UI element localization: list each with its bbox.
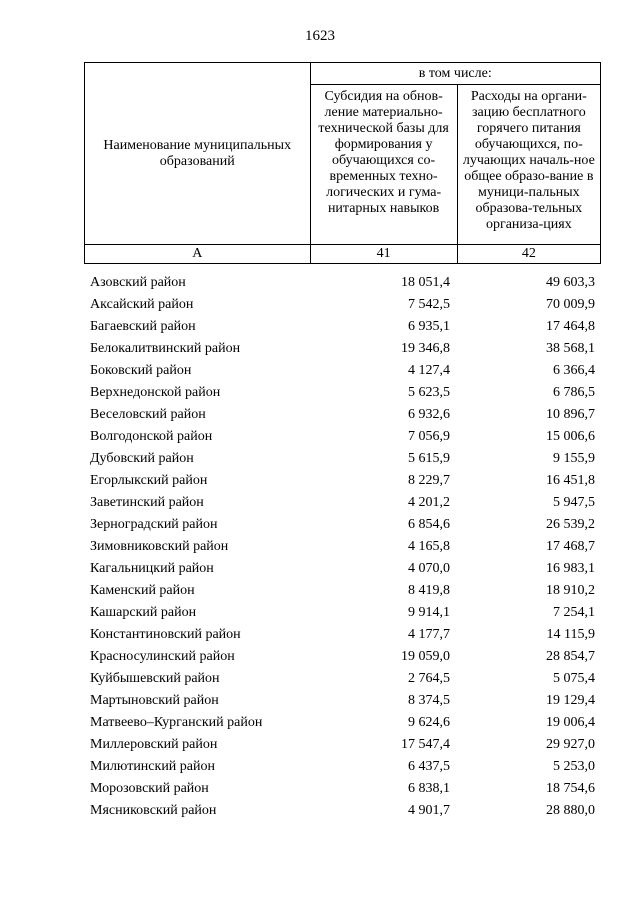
table-row — [84, 338, 601, 360]
row-name: Каменский район — [90, 583, 195, 598]
row-name: Егорлыкский район — [90, 473, 208, 488]
row-value-41: 4 070,0 — [408, 561, 450, 576]
table-body — [84, 272, 601, 822]
row-name: Азовский район — [90, 275, 186, 290]
row-value-41: 7 056,9 — [408, 429, 450, 444]
row-value-41: 7 542,5 — [408, 297, 450, 312]
table-row — [84, 800, 601, 822]
row-value-42: 10 896,7 — [546, 407, 595, 422]
row-value-41: 8 419,8 — [408, 583, 450, 598]
row-value-41: 5 615,9 — [408, 451, 450, 466]
row-name: Зерноградский район — [90, 517, 218, 532]
table-row — [84, 580, 601, 602]
table-row — [84, 404, 601, 426]
row-value-42: 18 910,2 — [546, 583, 595, 598]
row-name: Куйбышевский район — [90, 671, 220, 686]
row-value-42: 29 927,0 — [546, 737, 595, 752]
table-row — [84, 448, 601, 470]
row-value-42: 18 754,6 — [546, 781, 595, 796]
column-index-41: 41 — [310, 245, 457, 264]
row-value-42: 19 129,4 — [546, 693, 595, 708]
table-row — [84, 514, 601, 536]
row-value-42: 17 468,7 — [546, 539, 595, 554]
table-header — [84, 62, 601, 264]
table-row — [84, 602, 601, 624]
column-index-42: 42 — [457, 245, 600, 264]
row-name: Красносулинский район — [90, 649, 235, 664]
column-header-42-text: Расходы на органи-зацию бесплатного горячего питания обучающихся, по-лучающих началь-ное общее образо-вание в муници-пальных образова-тельных организа-циях — [462, 89, 595, 232]
row-name: Кагальницкий район — [90, 561, 214, 576]
row-value-42: 6 786,5 — [553, 385, 595, 400]
row-value-42: 26 539,2 — [546, 517, 595, 532]
row-value-41: 9 624,6 — [408, 715, 450, 730]
row-name: Милютинский район — [90, 759, 216, 774]
table-row — [84, 712, 601, 734]
row-value-42: 16 451,8 — [546, 473, 595, 488]
row-value-41: 4 201,2 — [408, 495, 450, 510]
table-row — [84, 294, 601, 316]
row-value-41: 4 127,4 — [408, 363, 450, 378]
table-row — [84, 536, 601, 558]
row-value-41: 19 346,8 — [401, 341, 450, 356]
row-value-41: 6 932,6 — [408, 407, 450, 422]
row-value-41: 5 623,5 — [408, 385, 450, 400]
row-value-42: 28 854,7 — [546, 649, 595, 664]
row-value-42: 28 880,0 — [546, 803, 595, 818]
table-row — [84, 756, 601, 778]
row-name: Заветинский район — [90, 495, 204, 510]
row-value-41: 9 914,1 — [408, 605, 450, 620]
row-value-41: 4 177,7 — [408, 627, 450, 642]
row-value-42: 5 075,4 — [553, 671, 595, 686]
row-value-42: 6 366,4 — [553, 363, 595, 378]
row-value-41: 6 838,1 — [408, 781, 450, 796]
row-value-41: 6 935,1 — [408, 319, 450, 334]
row-name: Дубовский район — [90, 451, 194, 466]
table-row — [84, 778, 601, 800]
page-number: 1623 — [305, 28, 335, 44]
column-group-header: в том числе: — [310, 63, 600, 85]
row-value-41: 4 901,7 — [408, 803, 450, 818]
row-value-41: 19 059,0 — [401, 649, 450, 664]
table-row — [84, 470, 601, 492]
table-row — [84, 624, 601, 646]
row-name: Белокалитвинский район — [90, 341, 241, 356]
row-name: Волгодонской район — [90, 429, 213, 444]
table-row — [84, 668, 601, 690]
row-value-42: 49 603,3 — [546, 275, 595, 290]
row-value-42: 5 947,5 — [553, 495, 595, 510]
row-name: Боковский район — [90, 363, 192, 378]
column-header-name: Наименование муниципальных образований — [85, 63, 311, 245]
table-row — [84, 316, 601, 338]
table-row — [84, 382, 601, 404]
row-value-42: 5 253,0 — [553, 759, 595, 774]
row-value-42: 70 009,9 — [546, 297, 595, 312]
row-value-41: 18 051,4 — [401, 275, 450, 290]
row-value-42: 9 155,9 — [553, 451, 595, 466]
row-name: Верхнедонской район — [90, 385, 221, 400]
row-value-41: 17 547,4 — [401, 737, 450, 752]
row-value-42: 17 464,8 — [546, 319, 595, 334]
row-value-41: 8 229,7 — [408, 473, 450, 488]
column-header-41-text: Субсидия на обнов-ление материально-технической базы для формирования у обучающихся со-временных техно-логических и гума-нитарных навыков — [318, 89, 449, 216]
row-value-41: 6 437,5 — [408, 759, 450, 774]
row-value-42: 15 006,6 — [546, 429, 595, 444]
table-row — [84, 646, 601, 668]
row-value-42: 16 983,1 — [546, 561, 595, 576]
row-value-41: 6 854,6 — [408, 517, 450, 532]
table-row — [84, 426, 601, 448]
table-row — [84, 734, 601, 756]
row-value-42: 7 254,1 — [553, 605, 595, 620]
row-name: Морозовский район — [90, 781, 209, 796]
row-name: Кашарский район — [90, 605, 197, 620]
row-name: Багаевский район — [90, 319, 196, 334]
row-value-42: 19 006,4 — [546, 715, 595, 730]
row-name: Константиновский район — [90, 627, 241, 642]
row-name: Веселовский район — [90, 407, 206, 422]
row-value-41: 8 374,5 — [408, 693, 450, 708]
row-value-41: 2 764,5 — [408, 671, 450, 686]
row-name: Миллеровский район — [90, 737, 218, 752]
row-value-41: 4 165,8 — [408, 539, 450, 554]
row-name: Матвеево–Курганский район — [90, 715, 263, 730]
table-row — [84, 492, 601, 514]
row-name: Мартыновский район — [90, 693, 219, 708]
row-name: Аксайский район — [90, 297, 194, 312]
table-row — [84, 558, 601, 580]
column-header-42 — [457, 85, 600, 245]
column-header-41 — [310, 85, 457, 245]
column-index-a: А — [85, 245, 311, 264]
row-name: Мясниковский район — [90, 803, 217, 818]
row-value-42: 38 568,1 — [546, 341, 595, 356]
table-row — [84, 272, 601, 294]
row-value-42: 14 115,9 — [546, 627, 595, 642]
table-row — [84, 360, 601, 382]
table-row — [84, 690, 601, 712]
row-name: Зимовниковский район — [90, 539, 229, 554]
